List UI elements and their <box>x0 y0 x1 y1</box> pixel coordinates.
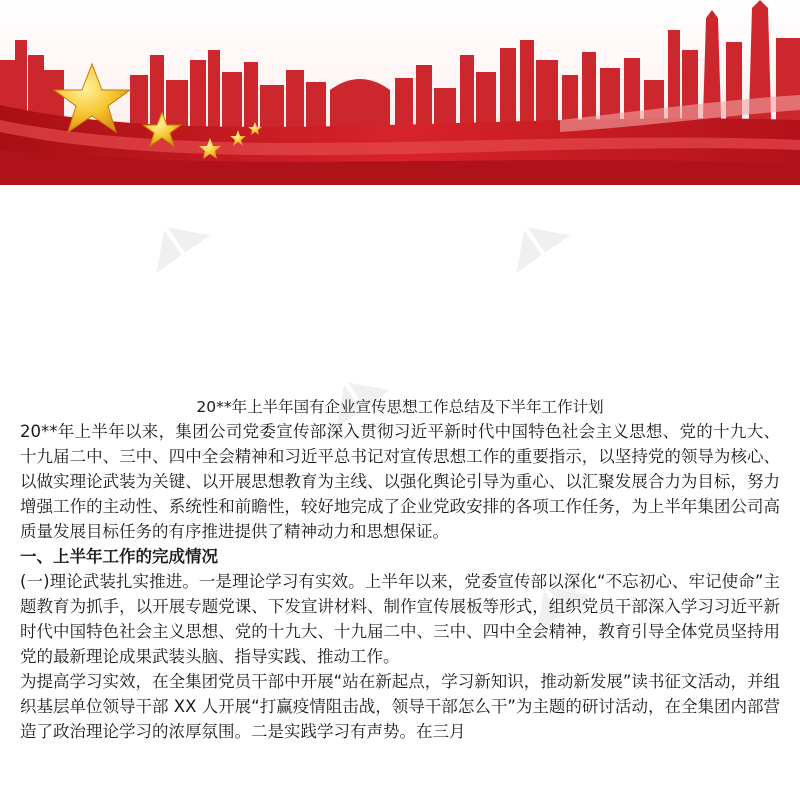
document-title: 20**年上半年国有企业宣传思想工作总结及下半年工作计划 <box>196 398 604 416</box>
watermark-mark: ◢◣ <box>513 559 597 637</box>
header-banner <box>0 0 800 185</box>
document-body <box>20 395 780 744</box>
section-heading: 一、上半年工作的完成情况 <box>20 547 218 566</box>
intro-paragraph: 20**年上半年以来，集团公司党委宣传部深入贯彻习近平新时代中国特色社会主义思想、党的十九大、十九届二中、三中、四中全会精神和习近平总书记对宣传思想工作的重要指示，以坚持党的领导为核心、以做实理论武装为关键、以开展思想教育为主线、以强化舆论引导为重心、以汇聚发展合力为目标，努力增强工作的主动性、系统性和前瞻性，较好地完成了企业党政安排的各项工作任务，为上半年集团公司高质量发展目标任务的有序推进提供了精神动力和思想保证。 <box>20 422 780 541</box>
watermark-mark: ◢◣ <box>313 354 397 432</box>
city-skyline-illustration <box>0 0 800 185</box>
section-paragraph: 为提高学习实效，在全集团党员干部中开展“站在新起点，学习新知识，推动新发展”读书征文活动，并组织基层单位领导干部 XX 人开展“打赢疫情阻击战，领导干部怎么干”为主题的研讨活动，在全集团内部营造了政治理论学习的浓厚氛围。二是实践学习有声势。在三月 <box>20 672 780 741</box>
section-paragraph: (一)理论武装扎实推进。一是理论学习有实效。上半年以来，党委宣传部以深化“不忘初心、牢记使命”主题教育为抓手，以开展专题党课、下发宣讲材料、制作宣传展板等形式，组织党员干部深入学习习近平新时代中国特色社会主义思想、党的十九大、十九届二中、三中、四中全会精神，教育引导全体党员坚持用党的最新理论成果武装头脑、指导实践、推动工作。 <box>20 572 780 666</box>
watermark-mark: ◢◣ <box>493 199 577 277</box>
watermark-mark: ◢◣ <box>133 199 217 277</box>
